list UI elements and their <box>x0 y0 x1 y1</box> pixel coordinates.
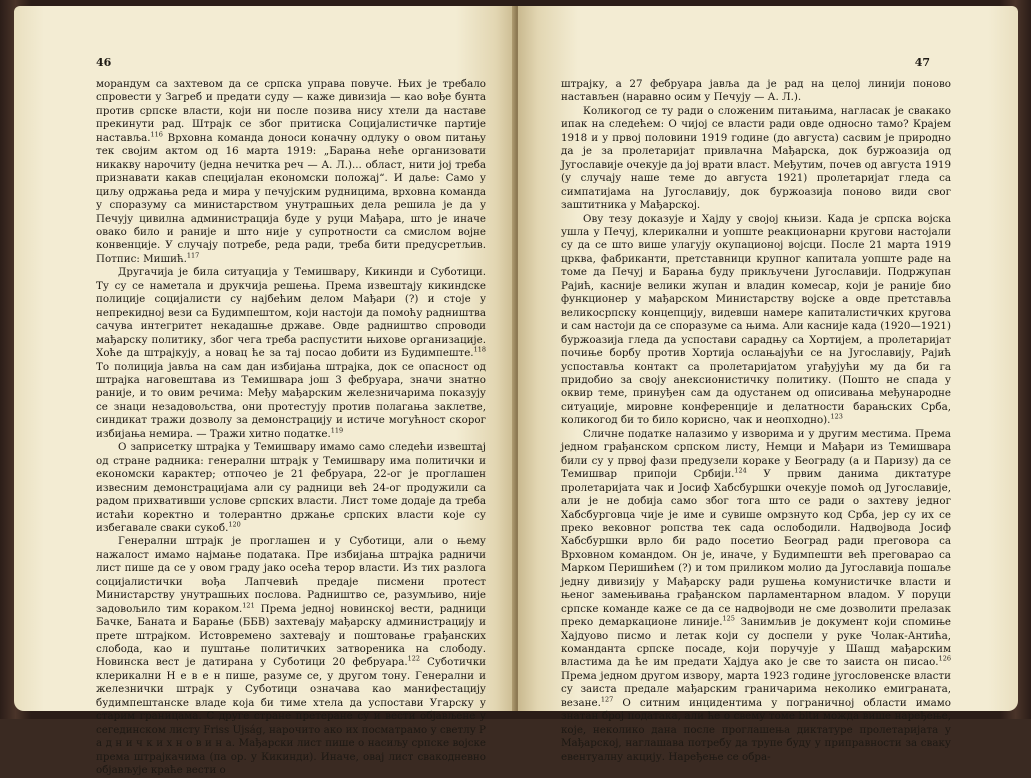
paragraph: О заприсетку штрајка у Темишвару имамо само следећи извештај од стране радника: генерални штрајк у Темишвару има политички и економски карактер; отпочео је 21 фебруара, 22-ог је проглашен извесним демонстрацијама али су радници већ 24-ог продужили са радом прихвативши услове српских власти. Лист томе додаје да треба истаћи коректно и толерантно држање српских власти које су избегавале сваки сукоб.$^{120}$ <box>96 441 486 534</box>
paragraph: Ову тезу доказује и Хајду у својој књизи. Када је српска војска ушла у Печуј, клерикални и уопште реакционарни кругови настојали су да се што више улагују окупационој војсци. После 21 марта 1919 црква, фабриканти, претставници крупног капитала уопште раде на томе да Печуј и Барања буду прикључени Југославији. Подржупан Рајић, касније велики жупан и владин комесар, који је раније био функционер у мађарском Министарству војске а овде претставља великосрпску концепцију, видевши намере капиталистичких кругова и сам настоји да се споразуме са њима. Али касније када (1920—1921) буржоазија гледа да успостави сарадњу са Хортијем, а пролетаријат почиње борбу против Хортија ослањајући се на Југославију, Рајић успоставља контакт са пролетаријатом угађујући му да би га придобио за своју анексионистичку политику. (Пошто не спада у оквир теме, принуђен сам да одустанем од описивања међународне ситуације, мировне конференције и делатности барањских Срба, коликогод би то било корисно, чак и неопходно).$^{123}$ <box>561 212 951 427</box>
paragraph: штрајку, а 27 фебруара јавља да је рад на целој линији поново настављен (наравно осим у Печују — А. Л.). <box>561 78 951 104</box>
paragraph: Сличне податке налазимо у изворима и у другим местима. Према једном грађанском српском листу, Немци и Мађари из Темишвара били су у првој фази предузели кораке у Београду (а и Паризу) да се Темишвар припоји Србији.$^{124}$ У првим данима диктатуре пролетаријата чак и Јосиф Хабсбуршки очекује помоћ од Југославије, али је не добија само због тога што се ради о захтеву једног Хабсбурговца чије је име и сувише омрзнуто код Срба, јер су их се преко вековног ропства тек сада ослободили. Надвојвода Јосиф Хабсбуршки врло би радо посетио Београд ради преговора са Врховном командом. Он је, иначе, у Будимпешти већ преговарао са Марком Перишићем (?) и том приликом молио да Југославија пошаље једну дивизију у Мађарску ради рушења комунистичке власти и њеног замењивања грађанском парламентарном владом. У поруци српске команде каже се да се надвојводи не сме дозволити прелазак преко демаркационе линије.$^{125}$ Занимљив је документ који спомиње Хајдуово писмо и летак који су доспели у руке Чолак-Антића, команданта српске посаде, који поручује у Шашд мађарским властима да ће им предати Хајдуа ако је све то заиста он писао.$^{126}$ Према једном другом извору, марта 1923 године југословенске власти су заиста предале мађарским граничарима неколико емиграната, везане.$^{127}$ О ситним инцидентима у пограничној области имамо знатан број података, али ће о свему томе bitи можда више наређење, које, неколико дана после проглашења диктатуре пролетаријата у Мађарској, наглашава потребу да трупе буду у приправности за сваку евентуалну акцију. Наређење се обра- <box>561 427 952 763</box>
left-page-text <box>96 78 486 778</box>
page-number-right: 47 <box>914 56 930 69</box>
right-page-text <box>561 78 951 764</box>
paragraph: Генерални штрајк је проглашен и у Суботици, али о њему нажалост имамо најмање података. Пре избијања штрајка радничи лист пише да се у овом граду јако осећа терор власти. Из тих разлога социјалистички вођа Лапчевић предаје писмени протест Министарству унутрашњих послова. Радништво се, разумљиво, није задовољило тим кораком.$^{121}$ Према једној новинској вести, радници Бачке, Баната и Барање (ББВ) захтевају мађарску администрацију и прете штрајком. Истовремено захтевају и поштовање грађанских слобода, као и пуштање политичких затвореника на слободу. Новинска вест је датирана у Суботици 20 фебруара.$^{122}$ Суботички клерикални Н е в е н пише, разуме се, у другом тону. Генерални и железнички штрајк у Суботици означава као манифестацију будимпештанске владе која би тиме хтела да успостави Угарску у старим границама. С друге стране претеране су и вести објављене у сегединском листу Friss Ujság, нарочито ако их посматрамо у светлу Р а д н и ч к и х н о в и н а. Мађарски лист пише о насиљу српске војске према штрајкачима (па ор. у Кикинди). Иначе, овај лист свакодневно објављује краће вести о <box>96 535 486 777</box>
right-page <box>518 6 1018 763</box>
paragraph: Коликогод се ту ради о сложеним питањима, наглaсак је свакако ипак на следећем: О чијој се власти ради овде односно тамо? Крајем 1918 и у првој половини 1919 године (до августа) сасвим је природно да је за пролетаријат привлачна Мађарска, док буржоазија од Југославије очекује да јој врати власт. Међутим, почев од августа 1919 (у случају наше теме до августа 1921) пролетаријат гледа са симпатијама на Југославију, док буржоазија поново види свог заштитника у Мађарској. <box>561 104 951 212</box>
left-page <box>14 6 516 777</box>
page-number-left: 46 <box>96 56 112 69</box>
paragraph: Другачија је била ситуација у Темишвару, Кикинди и Суботици. Ту су се наметала и друкчија решења. Према извештају кикиндске полиције социјалисти су најбећим делом Мађари (?) и стоје у непрекидној вези са Будимпештом, који настоји да помоћу радништва сачува интегритет некадашње државе. Овде радништво спроводи мађарску политику, због чега треба распустити њихове организације. Хоће да штрајкују, а новац ће за тај посао добити из Будимпеште.$^{118}$ То полиција јавља на сам дан избијања штрајка, док се опасност од штрајка наговештава из Темишвара још 3 фебруара, значи знатно раније, и то овим речима: Међу мађарским железничарима показују се знаци незадовољства, они протестују против полагања заклетве, синдикат тражи дозволу за демонстрацију и истиче могућност скорог избијања немира. — Тражи хитно податке.$^{119}$ <box>96 266 486 440</box>
paragraph: морандум са захтевом да се српска управа повуче. Њих је требало спровести у Загреб и предати суду — каже дивизија — као вође бунта против српске власти, који ни после позива нису хтели да наставе прекинути рад. Штрајк се због притиска Социјалистичке партије наставља.$^{116}$ Врховна команда доноси коначну одлуку о овом питању тек својим актом од 16 марта 1919: „Барања неће организовати никакву нарочиту (једна нечитка реч — А. Л.)... област, нити јој треба признавати какав специјалан економски положај“. И даље: Само у циљу одржања реда и мира у печујским рудницима, врховна команда у споразуму са министарством унутрашњих дела решила је да у Печују цивилна администрација буде у руци Мађара, што је иначе овако било и раније и што није у супротности са смислом војне конвенције. У случају потребе, реда ради, треба бити предусретљив. Потпис: Мишић.$^{117}$ <box>96 78 486 265</box>
